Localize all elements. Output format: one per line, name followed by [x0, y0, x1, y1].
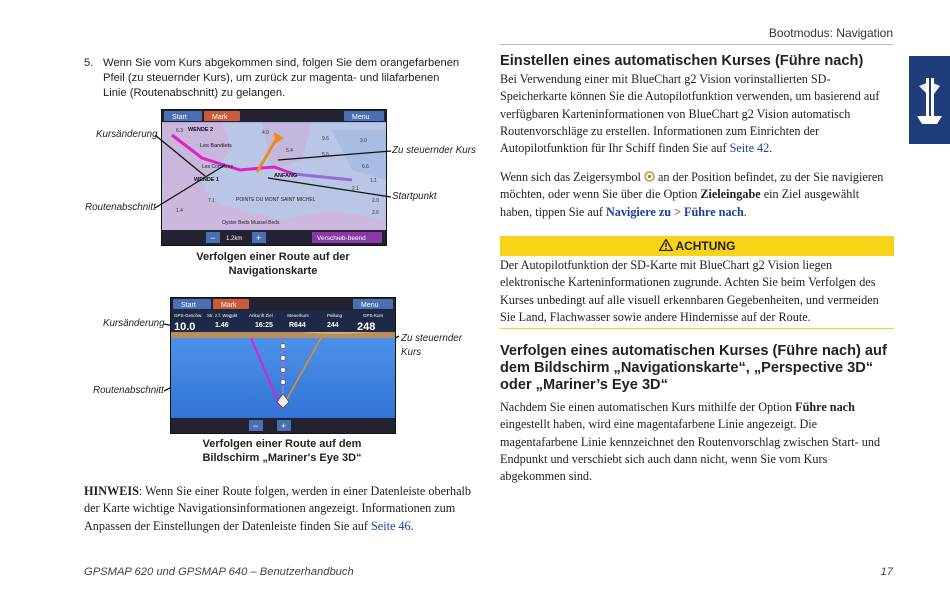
depth-label: 1.4	[176, 208, 183, 214]
caption-line: Verfolgen einer Route auf dem	[202, 438, 362, 450]
callout-kursaenderung: Kursänderung	[96, 129, 158, 140]
map-label: Oyster Beds Mussel Beds	[222, 220, 280, 226]
callout-zu-steuernder-kurs: Zu steuernder Kurs	[392, 145, 476, 156]
note-text: : Wenn Sie einer Route folgen, werden in einer Datenleiste oberhalb der Karte wichtige Navigationsinformationen angezeigt. Informationen zum Anpassen der Einstellungen der Datenleiste finden Sie auf	[84, 484, 472, 533]
note-label: HINWEIS	[84, 484, 139, 498]
menu-path-separator: >	[671, 204, 685, 219]
data-field-label: GPS-Geschw.	[174, 313, 203, 318]
page-link[interactable]: Seite 46	[371, 518, 411, 533]
callout-line: Zu steuernder	[401, 333, 462, 344]
warning-title-wrap	[500, 239, 894, 253]
depth-label: 2.1	[352, 186, 359, 192]
data-field-label: Ankunft Ziel	[249, 313, 273, 318]
depth-label: 6.6	[362, 164, 369, 170]
data-field-value: 10.0	[174, 321, 196, 333]
minus-icon: −	[253, 421, 259, 431]
step-number: 5.	[84, 57, 94, 69]
minus-icon: −	[210, 233, 216, 243]
callout-zu-steuernder-kurs	[401, 332, 462, 360]
footer-manual-title: GPSMAP 620 und GPSMAP 640 – Benutzerhandbuch	[84, 566, 354, 578]
mark-label: Mark	[212, 114, 228, 121]
heading-line: dem Bildschirm „Navigationskarte“, „Perspective 3D“	[500, 360, 874, 376]
caption-line: Bildschirm „Mariner's Eye 3D“	[202, 452, 362, 464]
depth-label: 3.0	[360, 138, 367, 144]
figure-mariners-eye-3d	[170, 297, 396, 434]
menu-path-item: Führe nach	[684, 204, 744, 219]
depth-label: 2.0	[372, 198, 379, 204]
paragraph-text: eingestellt haben, wird eine magentafarbene Linie angezeigt. Die magentafarbene Linie kennzeichnet den Routenvorschlag zwischen Start- und Endpunkt und verschiebt sich auch dann nicht, wenn Sie vom Kurs abgekommen sind.	[500, 417, 881, 484]
figure-caption	[161, 250, 385, 278]
warning-rule	[500, 328, 894, 329]
section-title	[500, 53, 894, 70]
mariners-eye-3d-view	[171, 298, 395, 433]
callout-routenabschnitt: Routenabschnitt	[93, 385, 164, 396]
map-label: Les Bandiets	[200, 143, 232, 149]
paragraph-text: Nachdem Sie einen automatischen Kurs mithilfe der Option	[500, 400, 796, 414]
caption-line: Verfolgen einer Route auf der	[196, 251, 350, 263]
bold-term: Zieleingabe	[700, 187, 761, 202]
note-paragraph	[84, 483, 478, 535]
section-title	[500, 343, 894, 394]
map-label: Les Cornières	[202, 164, 234, 170]
warning-header	[500, 236, 894, 256]
data-field-label: Str. z.f. Wegpkt	[207, 313, 238, 318]
note-end: .	[410, 518, 414, 533]
warning-title: ACHTUNG	[675, 239, 736, 253]
depth-label: 6.3	[176, 128, 183, 134]
bold-term: Führe nach	[795, 400, 855, 414]
paragraph-text: Bei Verwendung einer mit BlueChart g2 Vision vorinstallierten SD-Speicherkarte können Sie die Autopilotfunktion verwenden, um basierend auf verfügbaren Karteninformationen von BlueChart g2 Vision automatisch Routenvorschläge zu erstellen. Informationen zum Einrichten der Autopilotfunktion für Ihr Schiff finden Sie auf	[500, 72, 880, 156]
heading: Einstellen eines automatischen Kurses (Führe nach)	[500, 53, 864, 69]
map-label: POINTE DU MONT SAINT MICHEL	[236, 197, 316, 203]
data-field-label: Peilung	[327, 313, 343, 318]
callout-routenabschnitt: Routenabschnitt	[85, 202, 156, 213]
paragraph-text: an der Position befindet, zu der Sie navigieren möchten, oder wenn Sie über die Option	[500, 170, 884, 202]
section-header: Bootmodus: Navigation	[768, 26, 893, 40]
callout-line: Kurs	[401, 347, 422, 358]
depth-label: 2.6	[372, 210, 379, 216]
stop-move-label: Verschieb-beend	[317, 235, 366, 242]
depth-label: 9.6	[322, 136, 329, 142]
data-field-value: 1.46	[215, 322, 229, 329]
map-label: WENDE 1	[194, 177, 220, 183]
callout-startpunkt: Startpunkt	[392, 191, 437, 202]
callout-kursaenderung: Kursänderung	[103, 318, 165, 329]
menu-path-item: Navigiere zu	[605, 204, 672, 219]
section-paragraph	[500, 399, 894, 485]
data-field-value: 16:25	[255, 322, 273, 329]
data-field-label: Steuerkurs	[287, 313, 309, 318]
mark-label: Mark	[221, 302, 237, 309]
data-field-label: GPS-Kurs	[363, 313, 384, 318]
plus-icon: +	[256, 233, 262, 243]
plus-icon: +	[281, 421, 287, 431]
warning-triangle-icon	[659, 239, 673, 251]
data-field-value: 244	[327, 322, 339, 329]
heading-line: oder „Mariner’s Eye 3D“	[500, 377, 668, 393]
depth-label: 7.1	[208, 198, 215, 204]
figure-caption	[170, 437, 394, 465]
pointer-icon	[644, 171, 655, 182]
start-label: Start	[172, 114, 187, 121]
menu-label: Menu	[352, 114, 370, 121]
depth-label: 1.1	[370, 178, 377, 184]
map-label: ANFANG	[274, 173, 298, 179]
zoom-scale: 1.2km	[226, 236, 243, 242]
paragraph-end: .	[743, 204, 747, 219]
map-label: WENDE 2	[188, 127, 214, 133]
section-paragraph	[500, 71, 894, 157]
menu-label: Menu	[361, 302, 379, 309]
page-link[interactable]: Seite 42	[729, 141, 770, 156]
caption-line: Navigationskarte	[228, 265, 318, 277]
depth-label: 4.9	[262, 130, 269, 136]
paragraph-text: Wenn sich das Zeigersymbol	[500, 170, 644, 184]
page-number: 17	[880, 566, 893, 578]
warning-text: Der Autopilotfunktion der SD-Karte mit BlueChart g2 Vision liegen elektronische Karteninformationen zugrunde. Achten Sie beim Verfolgen des Kurses unbedingt auf alle visuell erkennbaren Gegebenheiten, und vermeiden Sie Land, Flachwasser sowie andere Hindernisse auf der Route.	[500, 258, 879, 324]
heading-line: Verfolgen eines automatischen Kurses (Führe nach) auf	[500, 343, 887, 359]
paragraph-text: ein Ziel ausgewählt haben, tippen Sie auf	[500, 187, 860, 219]
data-field-value: 248	[357, 321, 376, 333]
data-field-value: R644	[289, 322, 306, 329]
section-paragraph	[500, 169, 894, 221]
depth-label: 5.4	[286, 148, 293, 154]
paragraph-end: .	[769, 141, 773, 156]
start-label: Start	[181, 302, 196, 309]
depth-label: 5.6	[322, 152, 329, 158]
step-text: Wenn Sie vom Kurs abgekommen sind, folgen Sie dem orangefarbenen Pfeil (zu steuernder Kurs), um zurück zur magenta- und lilafarbenen Linie (Routenabschnitt) zu gelangen.	[103, 57, 460, 99]
